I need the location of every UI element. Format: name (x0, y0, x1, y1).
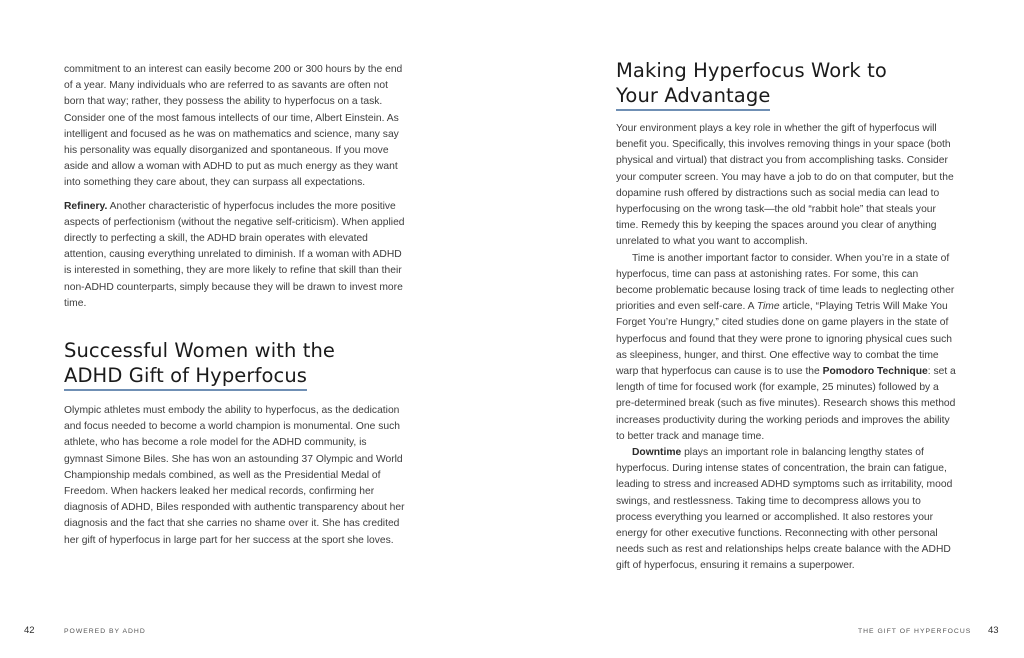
downtime-term: Downtime (632, 447, 682, 459)
downtime-text: plays an important role in balancing lengthy states of hyperfocus. During intense states of concentration, the brain can fatigue, leading to stress and increased ADHD symptoms such as irritability, mood swings, and restlessness. Taking time to decompress allows you to process everything you learned or accomplished. It also restores your energy for other executive functions. Reconnecting with other personal needs such as rest and relationships helps create balance with the ADHD gift of hyperfocus, ensuring it remains a superpower. (616, 447, 953, 572)
downtime-paragraph (616, 445, 956, 575)
olympic-paragraph: Olympic athletes must embody the ability to hyperfocus, as the dedication and focus needed to become a world champion is monumental. One such athlete, who has become a role model for the ADHD community, is gymnast Simone Biles. She has won an astounding 37 Olympic and World Championship medals combined, as well as the Presidential Medal of Freedom. When hackers leaked her medical records, confirming her diagnosis of ADHD, Biles responded with authentic transparency about her diagnosis and the fact that she carries no shame over it. She has credited her gift of hyperfocus in large part for her success at the sport she loves. (64, 405, 405, 546)
time-text-c: : set a length of time for focused work (for example, 25 minutes) followed by a pre-determined break (such as five minutes). Research shows this method increases productivity during the working periods and improves the ability to better track and manage time. (616, 366, 956, 442)
left-section-heading (64, 338, 407, 391)
right-heading-line-2: Your Advantage (616, 83, 770, 111)
left-heading-line-2: ADHD Gift of Hyperfocus (64, 363, 307, 391)
right-page (512, 0, 1024, 658)
time-paragraph (616, 251, 956, 445)
left-running-head: POWERED BY ADHD (64, 628, 146, 635)
left-heading-line-1: Successful Women with the (64, 339, 336, 363)
left-column (64, 62, 407, 549)
time-magazine-title: Time (756, 301, 780, 313)
time-text-b: article, “Playing Tetris Will Make You Forget You’re Hungry,” cited studies done on game players in the state of hyperfocus and found that they were prone to ignoring physical cues such as sleepiness, hunger, and thirst. One effective way to combat the time warp that hyperfocus can cause is to use the (616, 301, 953, 378)
right-column (616, 58, 956, 575)
right-heading-line-1: Making Hyperfocus Work to (616, 59, 887, 82)
right-page-number: 43 (988, 625, 999, 636)
left-page-number: 42 (24, 625, 35, 636)
refinery-term: Refinery. (64, 200, 108, 212)
refinery-paragraph (64, 199, 407, 312)
pomodoro-term: Pomodoro Technique (822, 366, 928, 378)
time-text-a: Time is another important factor to consider. When you’re in a state of hyperfocus, time can pass at astonishing rates. For some, this can become problematic because losing track of time leads to neglecting other priorities and even self-care. A (616, 252, 955, 313)
right-section-heading (616, 58, 956, 111)
environment-paragraph: Your environment plays a key role in whether the gift of hyperfocus will benefit you. Specifically, this involves removing things in your space (both physical and virtual) that distract you from accomplishing tasks. Consider your computer screen. You may have a job to do on that computer, but the dopamine rush offered by distractions such as social media can lead to hyperfocusing on the wrong task—the old “rabbit hole” that steals your time. Remedy this by keeping the spaces around you clear of anything unrelated to what you want to accomplish. (616, 123, 954, 248)
left-paragraph-1: commitment to an interest can easily become 200 or 300 hours by the end of a year. Many individuals who are referred to as savants are often not born that way; rather, they possess the ability to hyperfocus on a task. Consider one of the most famous intellects of our time, Albert Einstein. As intelligent and focused as he was on mathematics and science, many say his personality was equally disorganized and spontaneous. If you move aside and allow a woman with ADHD to put as much energy as they want into something they care about, they can surpass all expectations. (64, 64, 403, 189)
refinery-text: Another characteristic of hyperfocus includes the more positive aspects of perfectionism (without the negative self-criticism). When applied directly to perfecting a skill, the ADHD brain operates with elevated attention, causing everything unrelated to diminish. If a woman with ADHD is interested in something, they are more likely to refine that skill than their non-ADHD counterparts, simply because they will be drawn to invest more time. (64, 200, 405, 309)
right-running-head: THE GIFT OF HYPERFOCUS (858, 628, 972, 635)
